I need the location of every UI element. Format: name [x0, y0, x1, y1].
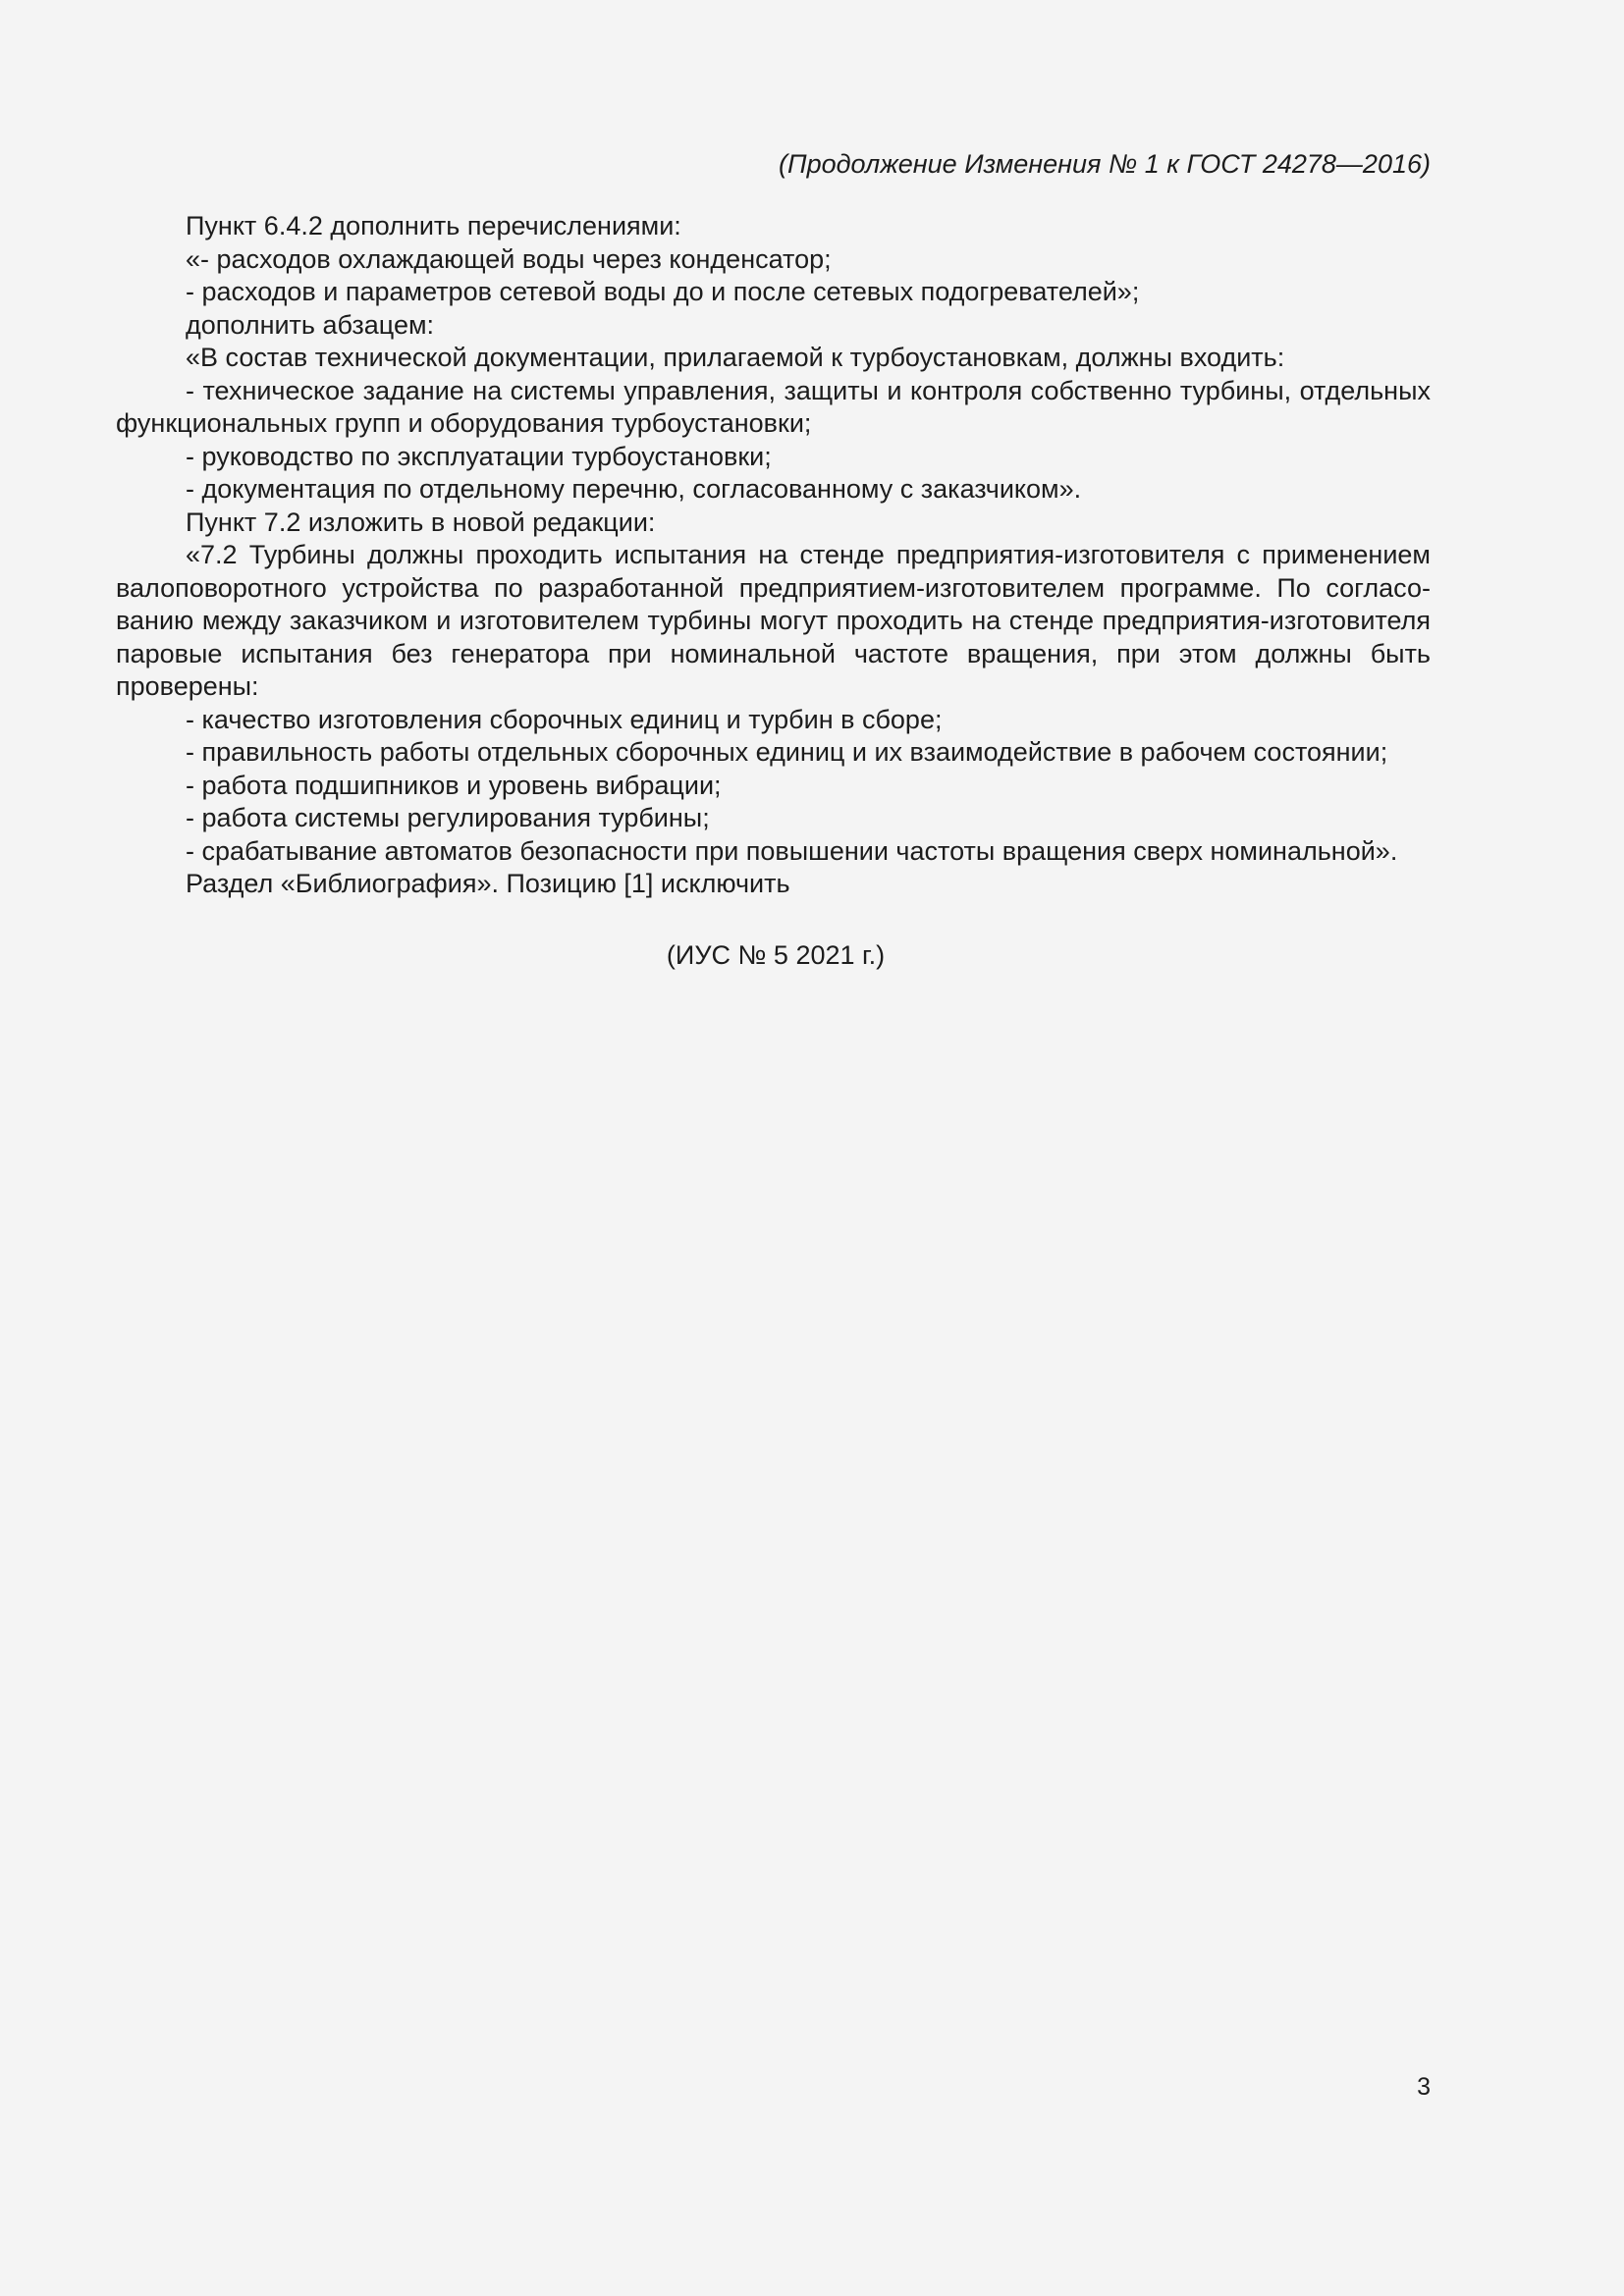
ius-reference: (ИУС № 5 2021 г.) [666, 940, 886, 970]
paragraph: - качество изготовления сборочных единиц и турбин в сборе; [186, 704, 943, 734]
paragraph: Раздел «Библиография». Позицию [1] исключить [186, 869, 790, 898]
paragraph: - документация по отдельному перечню, согласованному с заказчиком». [186, 474, 1082, 504]
paragraph: Пункт 7.2 изложить в новой редакции: [186, 507, 656, 537]
paragraph: - правильность работы отдельных сборочных единиц и их взаимодействие в рабочем состоянии; [186, 737, 1388, 767]
paragraph: - работа системы регулирования турбины; [186, 803, 710, 832]
continuation-header: (Продолжение Изменения № 1 к ГОСТ 24278—2016) [779, 149, 1431, 179]
paragraph: - техническое задание на системы управления, защиты и контроля собственно турбины, отдельных функциональных групп и оборудования турбоустановки; [116, 375, 1431, 438]
paragraph: «7.2 Турбины должны проходить испытания на стенде предприятия-изготовителя с применением валоповоротного устройства по разработанной предприятием-изготовителем программе. По согласованию между заказчиком и изготовителем турбины могут проходить на стенде предприятия-изготовителя паровые испытания без генератора при номинальной частоте вращения, при этом должны быть проверены: [116, 540, 1431, 701]
paragraph: - расходов и параметров сетевой воды до и после сетевых подогревателей»; [186, 277, 1140, 306]
paragraph: Пункт 6.4.2 дополнить перечислениями: [186, 211, 681, 240]
paragraph: дополнить абзацем: [186, 309, 435, 340]
amendment-body [116, 210, 1431, 901]
paragraph: - срабатывание автоматов безопасности при повышении частоты вращения сверх номинальной». [186, 835, 1398, 866]
paragraph: - работа подшипников и уровень вибрации; [186, 770, 722, 800]
paragraph: - руководство по эксплуатации турбоустановки; [186, 441, 772, 471]
paragraph: «В состав технической документации, прилагаемой к турбоустановкам, должны входить: [186, 343, 1285, 372]
page-number: 3 [1417, 2073, 1431, 2101]
paragraph: «- расходов охлаждающей воды через конденсатор; [186, 243, 832, 274]
